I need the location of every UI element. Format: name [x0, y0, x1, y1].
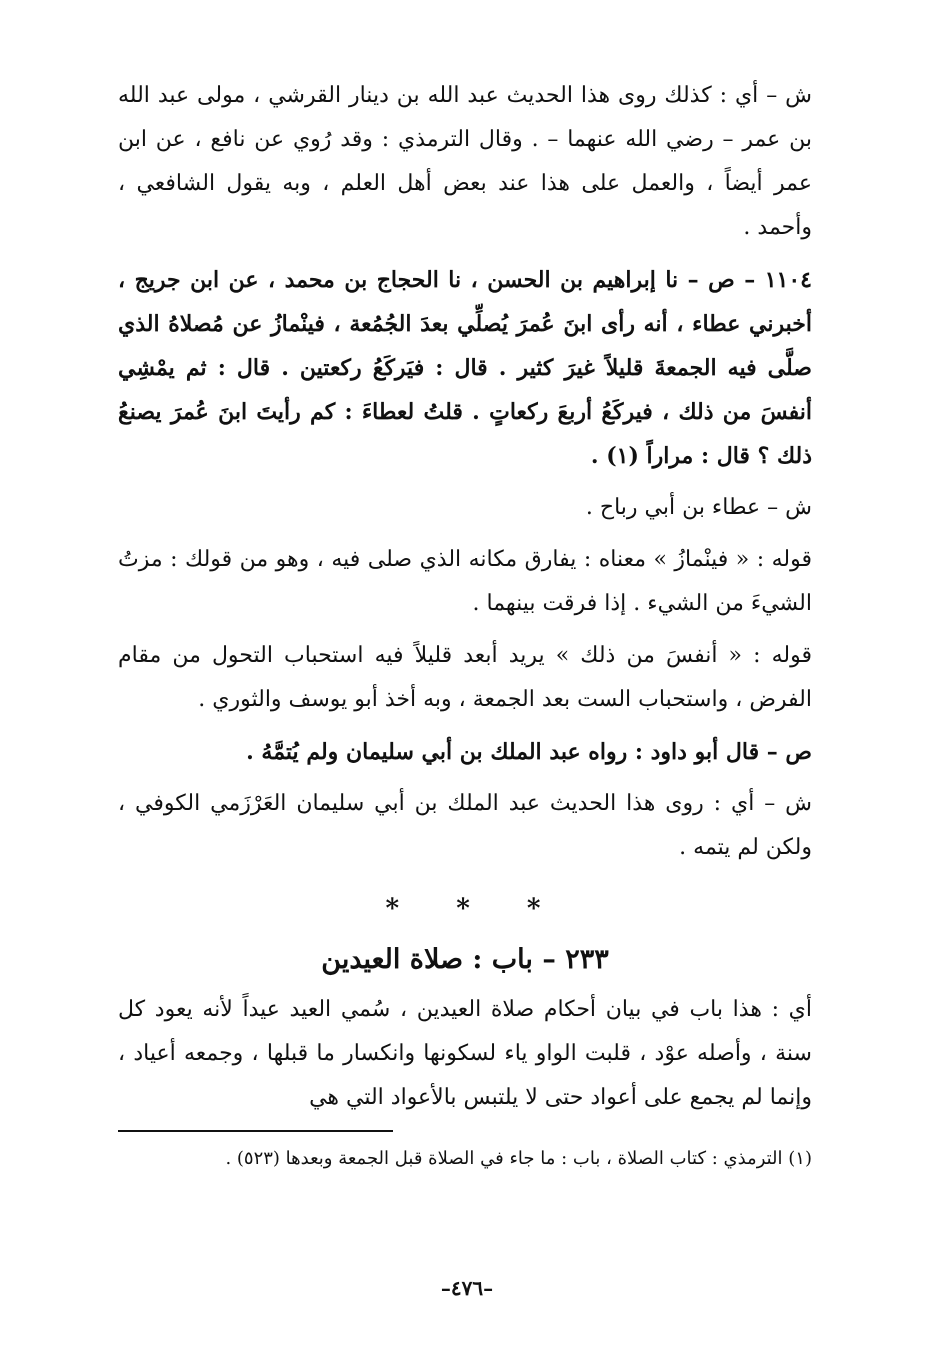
footnote-separator	[118, 1126, 812, 1142]
hadith-1104-paragraph: ١١٠٤ – ص – نا إبراهيم بن الحسن ، نا الحجاج بن محمد ، عن ابن جريج ، أخبرني عطاء ، أنه رأى ابنَ عُمرَ يُصلِّي بعدَ الجُمُعة ، فينْمازُ عن مُصلاهُ الذي صلَّى فيه الجمعةَ قليلاً غيرَ كثير . قال : فيَركَعُ ركعتين . قال : ثم يمْشِي أنفسَ من ذلك ، فيركَعُ أربعَ ركعاتٍ . قلتُ لعطاءَ : كم رأيتَ ابنَ عُمرَ يصنعُ ذلك ؟ قال : مراراً (١) .	[118, 267, 812, 469]
abu-dawud-note: ص – قال أبو داود : رواه عبد الملك بن أبي سليمان ولم يُتمَّهُ .	[246, 739, 812, 765]
commentary-paragraph-1: ش – أي : كذلك روى هذا الحديث عبد الله بن دينار القرشي ، مولى عبد الله بن عمر – رضي الله عنهما – . وقال الترمذي : وقد رُوي عن نافع ، عن ابن عمر أيضاً ، والعمل على هذا عند بعض أهل العلم ، وبه يقول الشافعي ، وأحمد .	[118, 83, 812, 240]
commentary-paragraph-4: قوله : « أنفسَ من ذلك » يريد أبعد قليلاً فيه استحباب التحول من مقام الفرض ، واستحباب الست بعد الجمعة ، وبه أخذ أبو يوسف والثوري .	[118, 643, 812, 712]
commentary-paragraph-3: قوله : « فينْمازُ » معناه : يفارق مكانه الذي صلى فيه ، وهو من قولك : مزتُ الشيءَ من الشيء . إذا فرقت بينهما .	[118, 547, 812, 616]
commentary-paragraph-5: ش – أي : روى هذا الحديث عبد الملك بن أبي سليمان العَرْزَمي الكوفي ، ولكن لم يتمه .	[118, 791, 812, 860]
page-number: –٤٧٦–	[440, 1276, 494, 1300]
chapter-intro-paragraph: أي : هذا باب في بيان أحكام صلاة العيدين ، سُمي العيد عيداً لأنه يعود كل سنة ، وأصله عوْد ، قلبت الواو ياء لسكونها وانكسار ما قبلها ، وجمعه أعياد ، وإنما لم يجمع على أعواد حتى لا يلتبس بالأعواد التي هي	[118, 997, 812, 1110]
section-divider-stars: * * *	[385, 894, 545, 924]
footnote-rule	[118, 1130, 393, 1132]
commentary-paragraph-2: ش – عطاء بن أبي رباح .	[585, 495, 812, 520]
chapter-title: ٢٣٣ – باب : صلاة العيدين	[321, 944, 609, 975]
footnote: (١) الترمذي : كتاب الصلاة ، باب : ما جاء في الصلاة قبل الجمعة وبعدها (٥٢٣) .	[225, 1148, 812, 1169]
